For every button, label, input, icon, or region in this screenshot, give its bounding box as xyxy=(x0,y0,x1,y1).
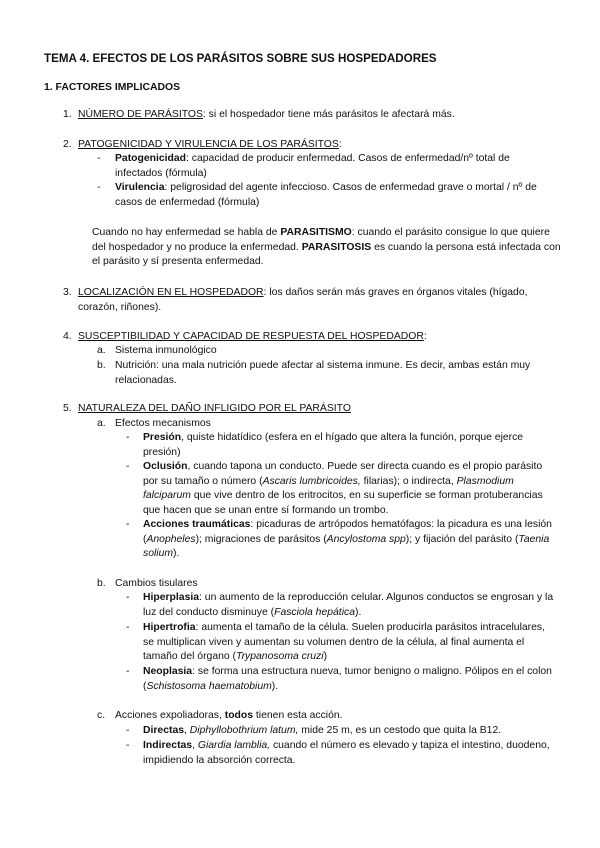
term: Hipertrofia xyxy=(143,622,196,633)
definition: mide 25 m, es un cestodo que quita la B12. xyxy=(298,725,502,736)
item-heading: NÚMERO DE PARÁSITOS xyxy=(78,109,203,120)
dash-bullet: - xyxy=(126,461,130,472)
item-number: 5. xyxy=(63,403,72,414)
species-name: Giardia lamblia, xyxy=(197,740,271,751)
bullet-indirectas xyxy=(126,739,558,768)
item-text: : los daños serán más graves en órganos vitales (hígado, corazón, riñones). xyxy=(78,287,528,313)
definition: ); y fijación del parásito ( xyxy=(405,533,519,545)
dash-bullet: - xyxy=(97,182,101,193)
letter-marker: a. xyxy=(97,345,106,356)
species-name: Trypanosoma cruzi xyxy=(236,651,324,663)
species-name: Ascaris lumbricoides, xyxy=(262,475,361,487)
sub-item-virulencia xyxy=(97,181,552,210)
dash-bullet: - xyxy=(126,666,130,677)
definition: , xyxy=(184,725,190,736)
term: Patogenicidad xyxy=(115,153,187,164)
item-number: 4. xyxy=(63,331,72,342)
species-name: Diphyllobothrium latum, xyxy=(189,725,299,736)
definition: : capacidad de producir enfermedad. Casos de enfermedad/nº total de infectados (fórmula) xyxy=(115,153,510,179)
definition: ) xyxy=(323,651,328,663)
list-item-susceptibilidad xyxy=(63,330,563,345)
list-item-localizacion xyxy=(63,286,563,315)
item-text: : si el hospedador tiene más parásitos le afectará más. xyxy=(202,109,455,120)
definition: : aumenta el tamaño de la célula. Suelen producirla parásitos intracelulares, se multiplican viven y aumentan su volumen dentro de la célula, al final aumenta el tamaño del órgano ( xyxy=(143,622,545,663)
sub-item-nutricion xyxy=(97,359,552,388)
sub-item-efectos-mecanismos xyxy=(97,417,552,432)
item-number: 3. xyxy=(63,287,72,298)
term: Virulencia xyxy=(115,182,165,193)
bullet-presion xyxy=(126,431,558,460)
species-name: Ancylostoma spp xyxy=(326,533,406,545)
item-heading: PATOGENICIDAD Y VIRULENCIA DE LOS PARÁSITOS xyxy=(78,139,339,150)
sub-item-cambios-tisulares xyxy=(97,577,552,592)
term: Hiperplasia xyxy=(143,592,200,603)
definition: : picaduras de artrópodos hematófagos: la picadura es una lesión ( xyxy=(143,519,552,545)
bullet-neoplasia xyxy=(126,665,558,694)
sub-item-text: Cambios tisulares xyxy=(115,578,198,589)
definition: , cuando tapona un conducto. Puede ser directa cuando es el propio parásito por su tamaño o número ( xyxy=(143,461,543,487)
section-title: 1. FACTORES IMPLICADOS xyxy=(44,82,181,93)
para-text: es cuando la persona está infectada con el parásito y sí presenta enfermedad. xyxy=(92,241,561,268)
list-item-numero-parasitos xyxy=(63,108,563,123)
sub-item-text: Efectos mecanismos xyxy=(115,418,211,429)
item-colon: : xyxy=(423,331,427,342)
term: Indirectas xyxy=(143,740,193,751)
definition: : peligrosidad del agente infeccioso. Casos de enfermedad grave o mortal / nº de casos de enfermedad (fórmula) xyxy=(115,182,537,208)
item-colon: : xyxy=(338,139,342,150)
list-item-naturaleza-dano xyxy=(63,402,563,417)
dash-bullet: - xyxy=(126,519,130,530)
letter-marker: b. xyxy=(97,578,106,589)
definition: , quiste hidatídico (esfera en el hígado que altera la función, porque ejerce presión) xyxy=(143,432,524,458)
item-number: 2. xyxy=(63,139,72,150)
emphasis: todos xyxy=(224,710,254,721)
list-item-patogenicidad xyxy=(63,138,563,153)
species-name: Schistosoma haematobium xyxy=(146,680,272,692)
species-name: Plasmodium falciparum xyxy=(143,475,514,502)
term: Acciones traumáticas xyxy=(143,519,251,530)
term: Directas xyxy=(143,725,185,736)
letter-marker: c. xyxy=(97,710,106,721)
definition: ). xyxy=(271,680,279,692)
definition: ); migraciones de parásitos ( xyxy=(195,533,327,545)
dash-bullet: - xyxy=(126,740,130,751)
sub-item-sistema-inmunologico xyxy=(97,344,552,359)
dash-bullet: - xyxy=(126,592,130,603)
definition: , xyxy=(192,740,198,751)
parasitismo-paragraph xyxy=(92,226,562,270)
dash-bullet: - xyxy=(126,622,130,633)
term: Presión xyxy=(143,432,182,443)
bullet-hiperplasia xyxy=(126,591,558,620)
sub-item-text: Sistema inmunológico xyxy=(115,345,217,356)
species-name: Fasciola hepática xyxy=(274,606,355,618)
sub-item-text: Nutrición: una mala nutrición puede afectar al sistema inmune. Es decir, ambas están muy relacionadas. xyxy=(115,360,531,386)
definition: que vive dentro de los eritrocitos, en su superficie se forman protuberancias que hacen que se unan entre sí formando un trombo. xyxy=(143,490,543,516)
sub-item-patogenicidad xyxy=(97,152,552,181)
item-heading: SUSCEPTIBILIDAD Y CAPACIDAD DE RESPUESTA DEL HOSPEDADOR xyxy=(78,331,424,342)
sub-item-text: tienen esta acción. xyxy=(253,710,343,721)
definition: cuando el número es elevado y tapiza el intestino, duodeno, impidiendo la absorción correcta. xyxy=(143,740,550,766)
species-name: Taenia solium xyxy=(143,533,550,560)
letter-marker: a. xyxy=(97,418,106,429)
definition: : un aumento de la reproducción celular. Algunos conductos se engrosan y la luz del conducto disminuye ( xyxy=(143,592,554,618)
letter-marker: b. xyxy=(97,360,106,371)
item-heading: LOCALIZACIÓN EN EL HOSPEDADOR xyxy=(78,287,264,298)
document-title: TEMA 4. EFECTOS DE LOS PARÁSITOS SOBRE SUS HOSPEDADORES xyxy=(44,52,437,65)
term: Oclusión xyxy=(143,461,188,472)
para-text: Cuando no hay enfermedad se habla de xyxy=(92,227,281,238)
dash-bullet: - xyxy=(126,432,130,443)
term-parasitismo: PARASITISMO xyxy=(280,227,352,238)
definition: : se forma una estructura nueva, tumor benigno o maligno. Pólipos en el colon ( xyxy=(143,666,552,692)
dash-bullet: - xyxy=(97,153,101,164)
sub-item-text: Acciones expoliadoras, xyxy=(115,710,225,721)
definition: filarias); o indirecta, xyxy=(360,475,457,487)
bullet-directas xyxy=(126,724,558,739)
para-text: : cuando el parásito consigue lo que quiere del hospedador y no produce la enfermedad. xyxy=(92,227,550,253)
bullet-hipertrofia xyxy=(126,621,558,665)
dash-bullet: - xyxy=(126,725,130,736)
bullet-acciones-traumaticas xyxy=(126,518,558,562)
bullet-oclusion xyxy=(126,460,558,518)
definition: ). xyxy=(354,606,362,618)
item-heading: NATURALEZA DEL DAÑO INFLIGIDO POR EL PARÁSITO xyxy=(78,403,351,414)
item-number: 1. xyxy=(63,109,72,120)
sub-item-acciones-expoliadoras xyxy=(97,709,552,724)
species-name: Anopheles xyxy=(146,533,196,545)
term-parasitosis: PARASITOSIS xyxy=(301,241,372,253)
term: Neoplasia xyxy=(143,666,193,677)
definition: ). xyxy=(173,548,180,560)
